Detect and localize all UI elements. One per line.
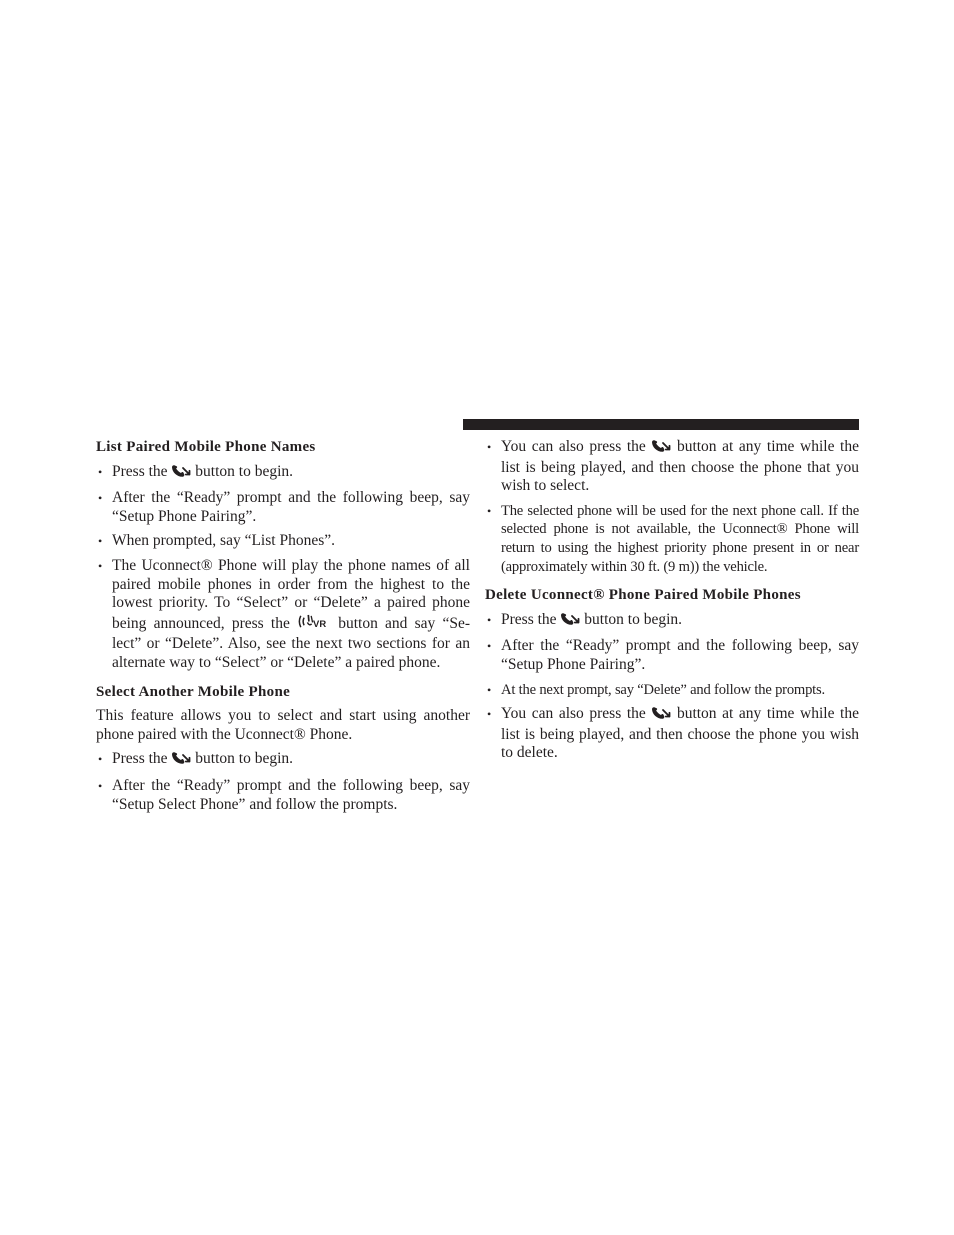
select-phone-intro: This feature allows you to select and start using another phone paired with the Uconnect® Phone. [96, 707, 470, 743]
list-item: • Press the button to begin. [485, 611, 859, 632]
heading-delete-paired-phones: Delete Uconnect® Phone Paired Mobile Phones [485, 587, 801, 604]
select-phone-steps [96, 750, 470, 814]
phone-icon [651, 439, 671, 459]
phone-icon [171, 751, 191, 771]
list-item: • The Uconnect® Phone will play the phone names of all paired mobile phones in order from the highest to the lowest priority. To “Select” or “Delete” a paired phone being announced, press the button and say “Se-lect” or “Delete”. Also, see the next two sections for an alternate way to “Select” or “Delete” a paired phone. [96, 557, 470, 673]
list-item: • After the “Ready” prompt and the following beep, say “Setup Phone Pairing”. [485, 637, 859, 674]
top-rule [463, 419, 859, 430]
select-phone-steps-continued [485, 438, 859, 576]
list-item: • You can also press the button at any time while the list is being played, and then choose the phone that you wish to select. [485, 438, 859, 496]
list-item: • After the “Ready” prompt and the following beep, say “Setup Phone Pairing”. [96, 489, 470, 526]
phone-icon [171, 464, 191, 484]
list-item: • Press the button to begin. [96, 463, 470, 484]
list-item: • At the next prompt, say “Delete” and follow the prompts. [485, 681, 859, 700]
heading-list-paired-phones: List Paired Mobile Phone Names [96, 439, 316, 455]
heading-select-another-phone: Select Another Mobile Phone [96, 683, 291, 700]
phone-icon [560, 612, 580, 632]
list-item: • The selected phone will be used for the next phone call. If the selected phone is not available, the Uconnect® Phone will return to using the highest priority phone present in or near (approximately within 30 ft. (9 m)) the vehicle. [485, 502, 859, 576]
phone-icon [651, 706, 671, 726]
right-column [485, 438, 859, 769]
list-paired-phones-steps [96, 463, 470, 673]
delete-phone-steps [485, 611, 859, 763]
voice-recognition-icon [297, 613, 331, 636]
list-item: • After the “Ready” prompt and the following beep, say “Setup Select Phone” and follow the prompts. [96, 777, 470, 814]
list-item: • You can also press the button at any time while the list is being played, and then choose the phone you wish to delete. [485, 705, 859, 763]
list-item: • Press the button to begin. [96, 750, 470, 771]
list-item: • When prompted, say “List Phones”. [96, 532, 470, 551]
left-column [96, 438, 470, 820]
